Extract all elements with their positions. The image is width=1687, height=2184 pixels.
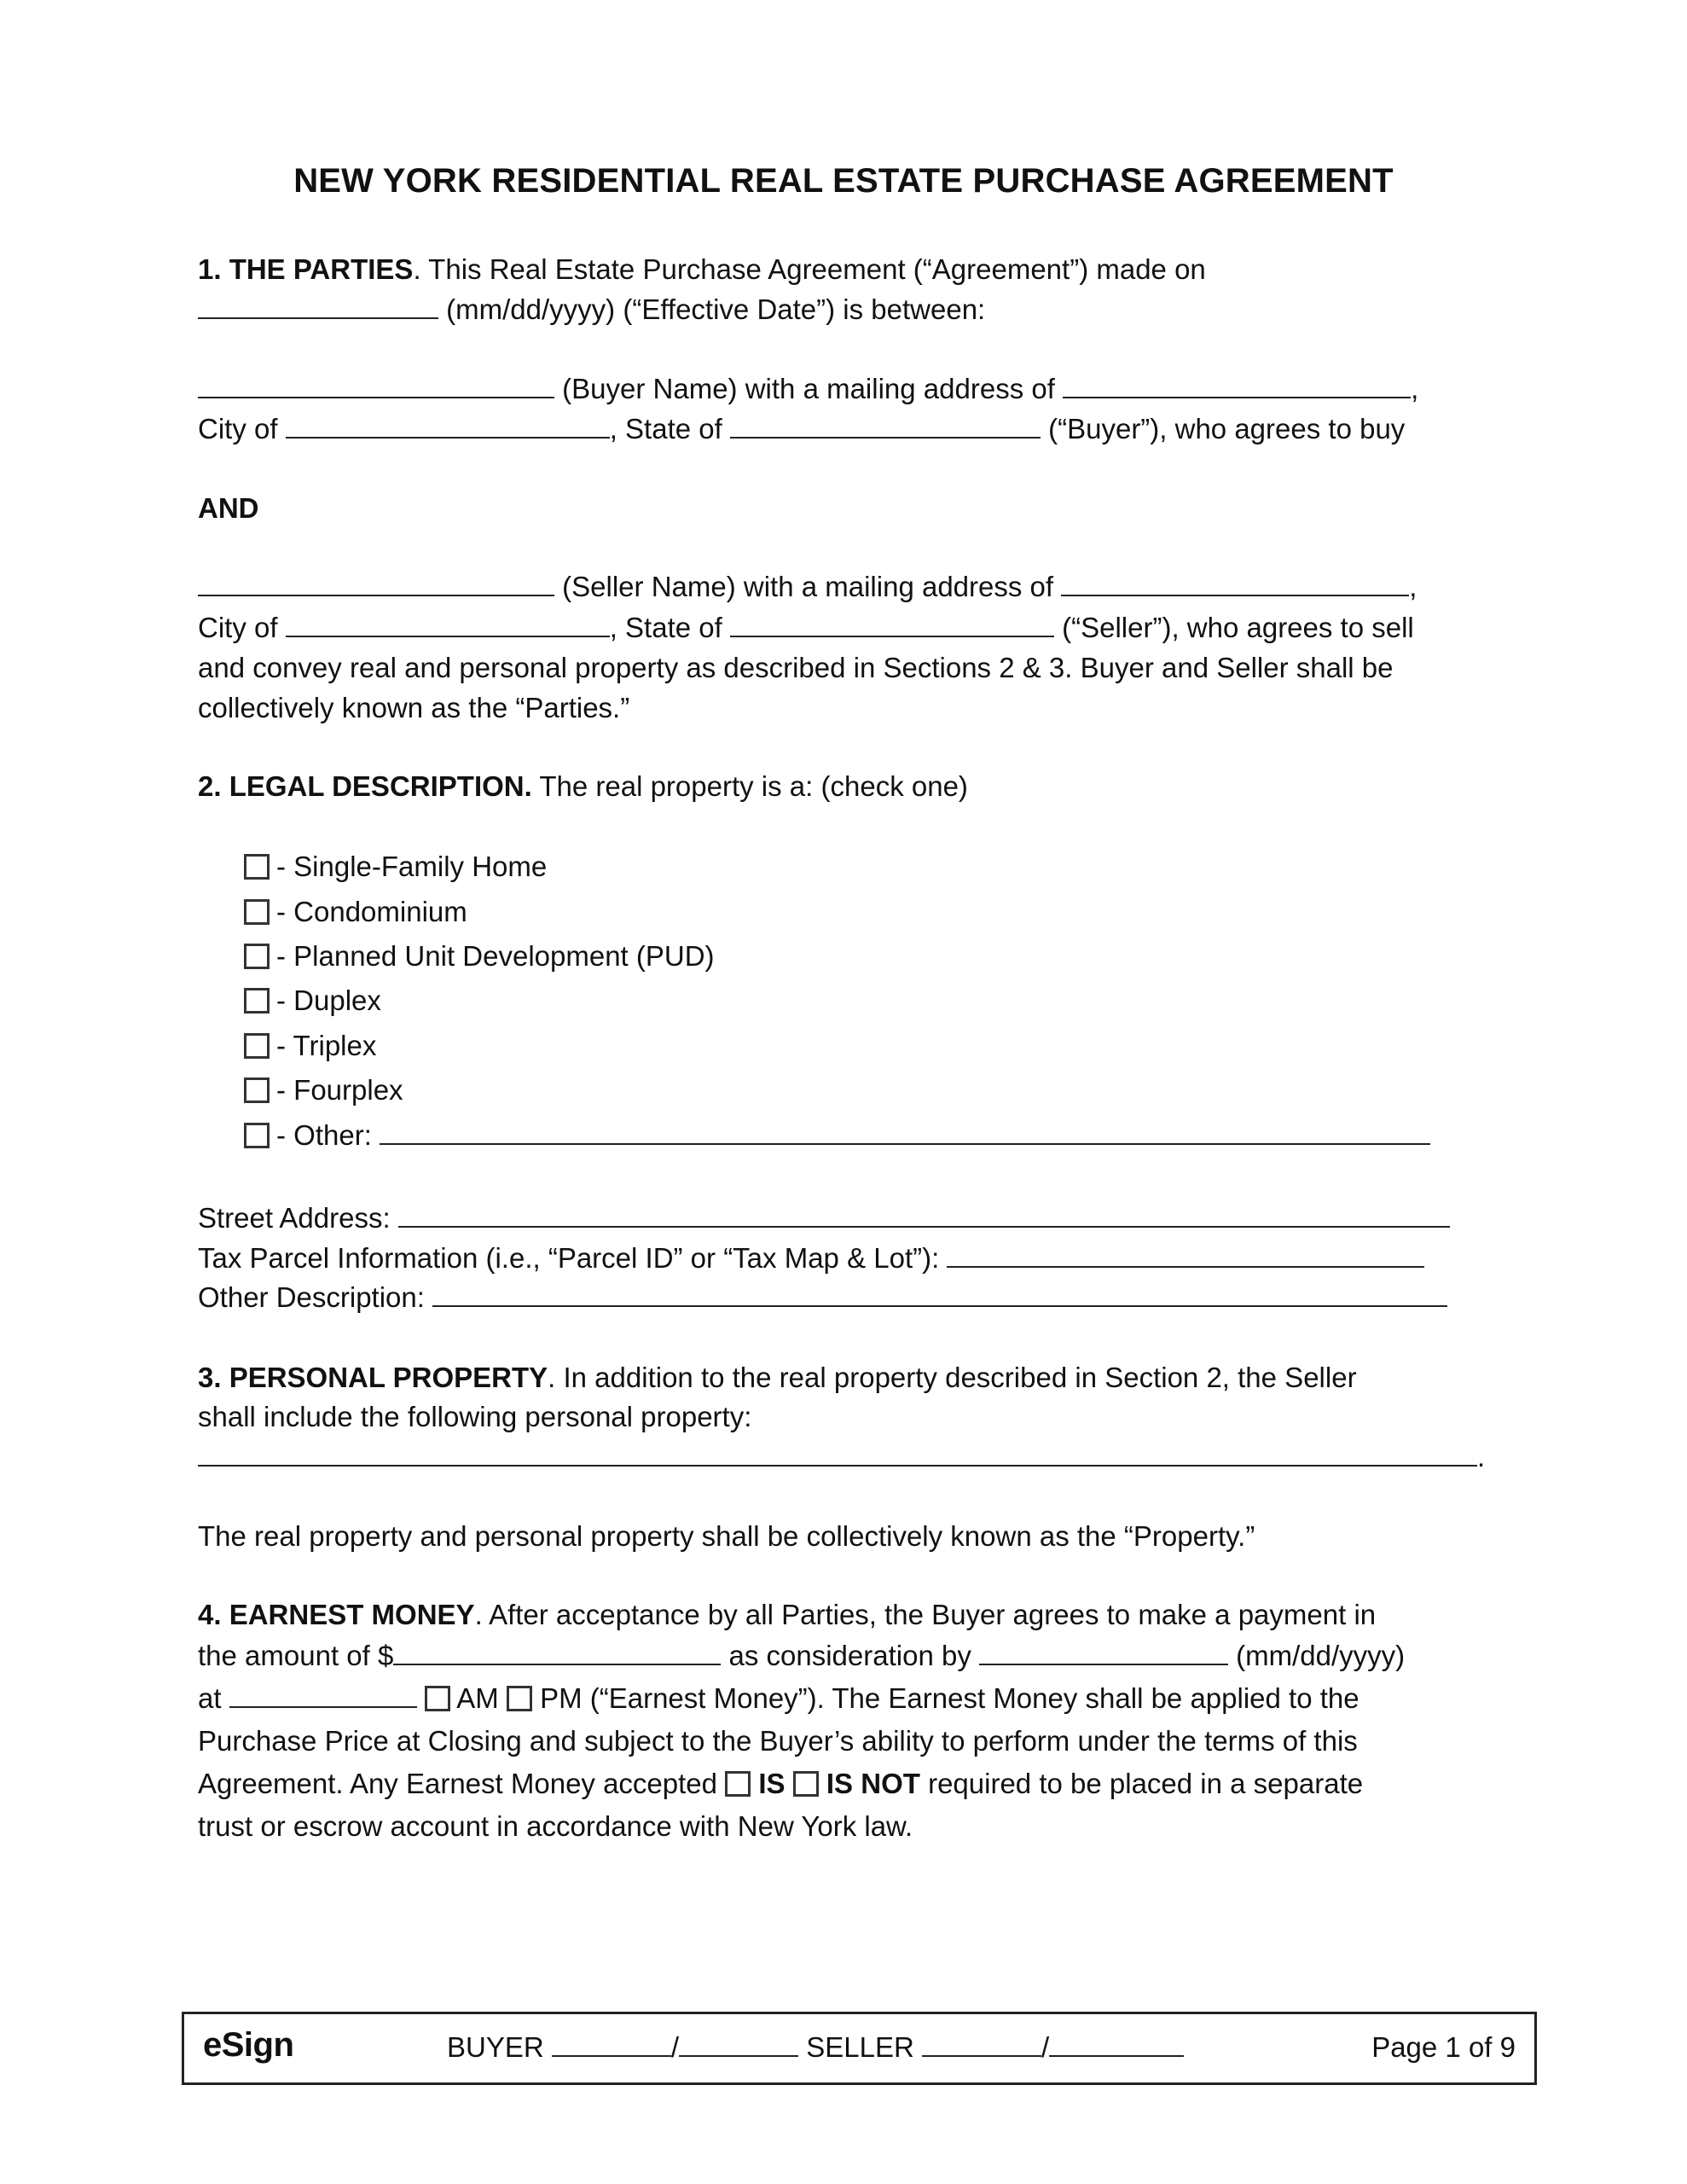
slash: / (670, 2031, 680, 2063)
buyer-role-text: (“Buyer”), who agrees to buy (1040, 413, 1406, 444)
tax-parcel-label: Tax Parcel Information (i.e., “Parcel ID” or “Tax Map & Lot”): (198, 1242, 948, 1274)
is-not-label: IS NOT (826, 1768, 920, 1799)
section1-line2 (198, 293, 1494, 327)
section4-line4: Purchase Price at Closing and subject to the Buyer’s ability to perform under the terms of this (198, 1725, 1358, 1757)
amount-label: the amount of $ (198, 1640, 394, 1671)
section4-line3 (198, 1682, 1494, 1716)
seller-city-line (198, 611, 1494, 645)
section2-line1 (198, 770, 1494, 804)
am-checkbox[interactable] (425, 1686, 450, 1711)
street-address-line (198, 1201, 1494, 1235)
slash: / (1041, 2031, 1050, 2063)
buyer-name-label: (Buyer Name) with a mailing address of (554, 373, 1064, 404)
street-address-label: Street Address: (198, 1202, 398, 1234)
seller-role-text: (“Seller”), who agrees to sell (1053, 612, 1414, 643)
escrow-suffix: required to be placed in a separate (919, 1768, 1364, 1799)
checkbox-icon[interactable] (244, 1123, 270, 1148)
checkbox-icon[interactable] (244, 1077, 270, 1103)
is-checkbox[interactable] (725, 1771, 751, 1797)
and-label: AND (198, 492, 259, 524)
section2-heading: 2. LEGAL DESCRIPTION. (198, 770, 532, 802)
tax-parcel-field[interactable] (947, 1242, 1424, 1268)
checkbox-icon[interactable] (244, 988, 270, 1014)
buyer-name-field[interactable] (198, 373, 554, 398)
initials-row (447, 2031, 1184, 2064)
buyer-state-label: , State of (609, 413, 730, 444)
section4-line5 (198, 1767, 1494, 1801)
option-label: - Other: (276, 1119, 380, 1151)
personal-property-line (198, 1440, 1494, 1474)
seller-state-label: , State of (609, 612, 730, 643)
option-label: - Fourplex (276, 1074, 403, 1106)
seller-address-field[interactable] (1061, 571, 1409, 596)
checkbox-icon[interactable] (244, 1033, 270, 1059)
seller-name-label: (Seller Name) with a mailing address of (554, 571, 1062, 602)
escrow-prefix: Agreement. Any Earnest Money accepted (198, 1768, 726, 1799)
buyer-initial-1-field[interactable] (552, 2031, 671, 2057)
checkbox-icon[interactable] (244, 899, 270, 925)
buyer-city-field[interactable] (286, 413, 610, 439)
effective-date-label: (mm/dd/yyyy) (“Effective Date”) is between: (438, 293, 986, 325)
section4-line6: trust or escrow account in accordance with New York law. (198, 1810, 913, 1842)
section2-intro: The real property is a: (check one) (531, 770, 968, 802)
option-condominium[interactable] (244, 895, 467, 929)
document-title: NEW YORK RESIDENTIAL REAL ESTATE PURCHASE AGREEMENT (293, 162, 1394, 200)
checkbox-icon[interactable] (244, 944, 270, 969)
collectively-line: collectively known as the “Parties.” (198, 692, 630, 723)
buyer-city-line (198, 412, 1494, 446)
other-description-line (198, 1281, 1494, 1315)
comma: , (1409, 571, 1417, 602)
consideration-label: as consideration by (721, 1640, 979, 1671)
section4-intro: . After acceptance by all Parties, the Buyer agrees to make a payment in (474, 1599, 1377, 1630)
seller-city-label: City of (198, 612, 286, 643)
and-line (198, 491, 1494, 526)
section4-line2 (198, 1639, 1494, 1673)
option-pud[interactable] (244, 939, 715, 973)
option-label: - Planned Unit Development (PUD) (276, 940, 715, 972)
convey-line: and convey real and personal property as described in Sections 2 & 3. Buyer and Seller shall be (198, 652, 1394, 683)
seller-state-field[interactable] (730, 612, 1054, 637)
is-not-checkbox[interactable] (793, 1771, 819, 1797)
earnest-date-field[interactable] (979, 1640, 1228, 1665)
section1-intro: . This Real Estate Purchase Agreement (“Agreement”) made on (413, 253, 1206, 285)
option-label: - Condominium (276, 896, 467, 927)
at-label: at (198, 1682, 229, 1714)
option-duplex[interactable] (244, 984, 381, 1018)
page-footer (182, 2012, 1537, 2085)
buyer-city-label: City of (198, 413, 286, 444)
page-number: Page 1 of 9 (1371, 2031, 1516, 2063)
section3-line1 (198, 1361, 1494, 1395)
comma: , (1411, 373, 1419, 404)
buyer-initial-2-field[interactable] (679, 2031, 798, 2057)
option-label: - Duplex (276, 985, 381, 1016)
option-single-family[interactable] (244, 850, 547, 884)
option-label: - Single-Family Home (276, 851, 548, 882)
section4-heading: 4. EARNEST MONEY (198, 1599, 475, 1630)
section3-intro: . In addition to the real property described in Section 2, the Seller (548, 1362, 1357, 1393)
buyer-address-field[interactable] (1063, 373, 1411, 398)
earnest-amount-field[interactable] (393, 1640, 721, 1665)
buyer-initials-label: BUYER (447, 2031, 552, 2063)
section1-line1 (198, 253, 1494, 287)
date-format-label: (mm/dd/yyyy) (1228, 1640, 1406, 1671)
tax-parcel-line (198, 1241, 1494, 1275)
pm-label: PM (“Earnest Money”). The Earnest Money shall be applied to the (531, 1682, 1359, 1714)
is-label: IS (758, 1768, 786, 1799)
section3-line2: shall include the following personal property: (198, 1401, 752, 1432)
personal-property-field[interactable] (198, 1441, 1477, 1467)
seller-initial-2-field[interactable] (1049, 2031, 1184, 2057)
seller-city-field[interactable] (286, 612, 610, 637)
seller-name-field[interactable] (198, 571, 554, 596)
effective-date-field[interactable] (198, 293, 438, 319)
period: . (1477, 1441, 1486, 1472)
other-description-label: Other Description: (198, 1281, 433, 1313)
section1-heading: 1. THE PARTIES (198, 253, 414, 285)
option-fourplex[interactable] (244, 1073, 403, 1107)
section3-heading: 3. PERSONAL PROPERTY (198, 1362, 548, 1393)
seller-initials-label: SELLER (798, 2031, 922, 2063)
buyer-state-field[interactable] (730, 413, 1041, 439)
section4-line1 (198, 1598, 1494, 1632)
checkbox-icon[interactable] (244, 854, 270, 880)
esign-logo: eSign (203, 2026, 294, 2064)
pm-checkbox[interactable] (507, 1686, 532, 1711)
other-description-field[interactable] (432, 1281, 1447, 1307)
seller-name-line (198, 570, 1494, 604)
option-label: - Triplex (276, 1030, 377, 1061)
buyer-name-line (198, 372, 1494, 406)
property-collective-line: The real property and personal property shall be collectively known as the “Property.” (198, 1520, 1255, 1552)
street-address-field[interactable] (398, 1202, 1450, 1228)
option-other[interactable] (244, 1118, 1430, 1153)
option-triplex[interactable] (244, 1029, 376, 1063)
other-type-field[interactable] (380, 1119, 1430, 1145)
am-label: AM (449, 1682, 507, 1714)
seller-initial-1-field[interactable] (922, 2031, 1041, 2057)
earnest-time-field[interactable] (229, 1682, 417, 1708)
